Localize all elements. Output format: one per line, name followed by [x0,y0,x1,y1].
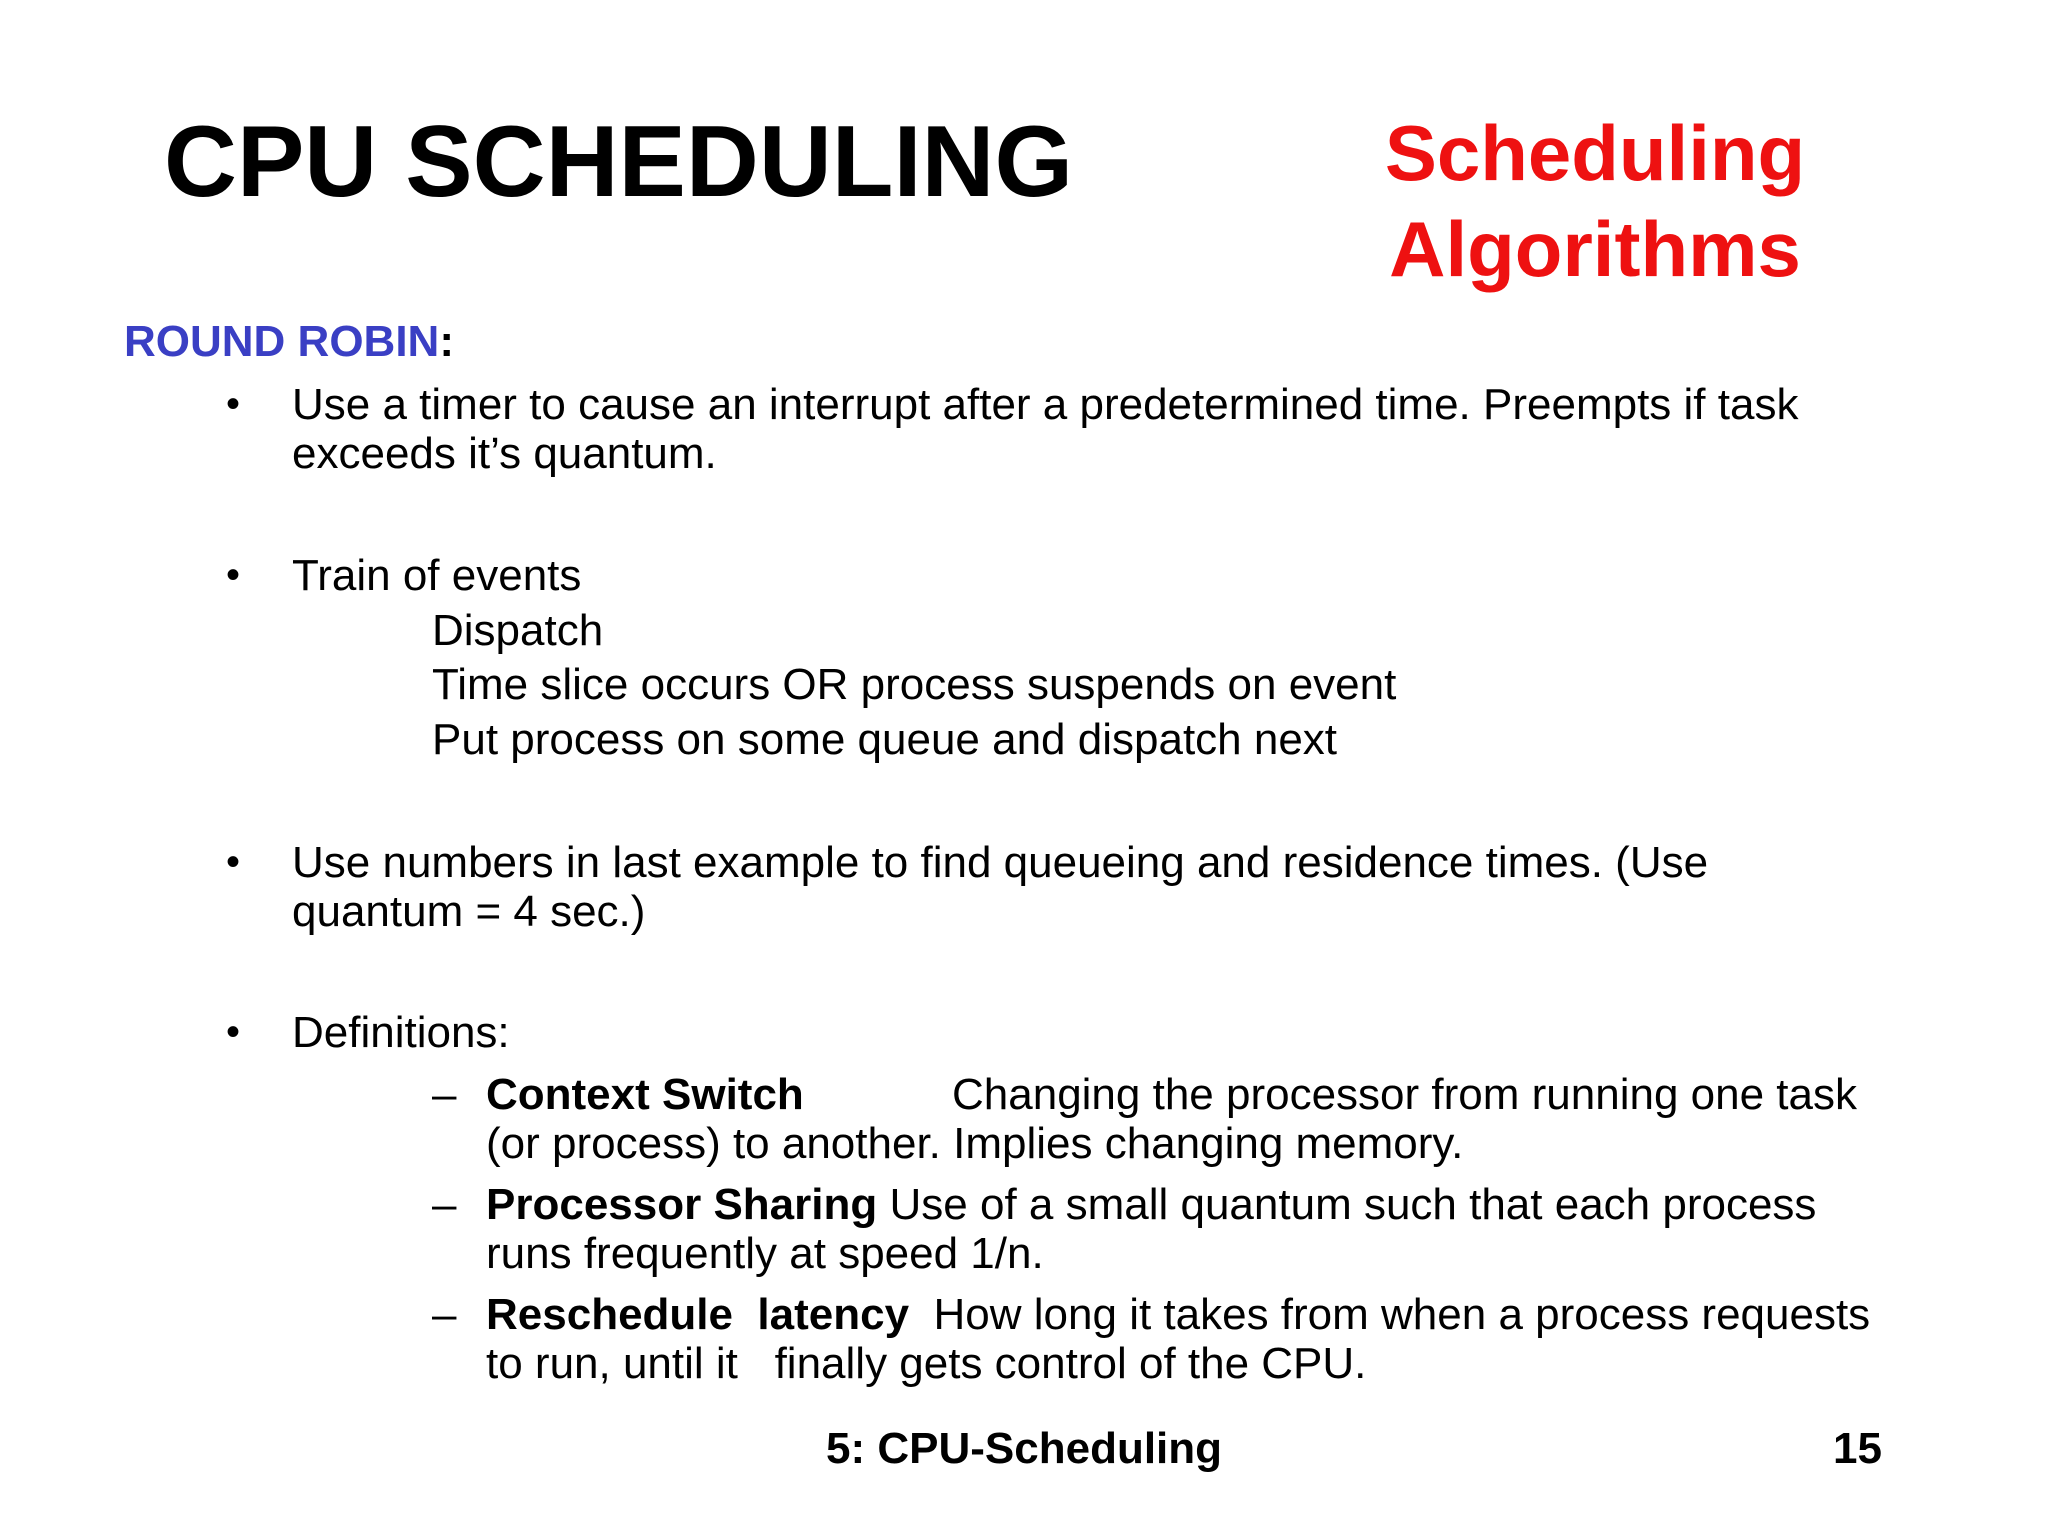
definition-2-term: Processor Sharing [486,1180,878,1229]
slide-title: CPU SCHEDULING [164,106,1074,218]
section-heading-colon: : [439,317,454,366]
definition-1-text-line-2: (or process) to another. Implies changing memory. [486,1119,1464,1168]
bullet-dot: • [226,382,241,426]
bullet-2-sub-item-2: Time slice occurs OR process suspends on event [432,660,1397,709]
slide-subtitle [1345,105,1845,297]
definition-dash: – [432,1180,457,1229]
definition-3-line-1 [486,1290,1870,1339]
bullet-3-line-1: Use numbers in last example to find queueing and residence times. (Use [292,838,1709,887]
bullet-1-line-2: exceeds it’s quantum. [292,429,717,478]
bullet-3-line-2: quantum = 4 sec.) [292,887,646,936]
definition-1-term-text: Context Switch [486,1070,804,1119]
footer-label: 5: CPU-Scheduling [826,1424,1223,1473]
section-heading [124,318,454,366]
bullet-2-line-1: Train of events [292,551,582,600]
section-heading-label: ROUND ROBIN [124,317,440,366]
definition-dash: – [432,1290,457,1339]
bullet-2-sub-item-1: Dispatch [432,606,604,655]
definition-3-text-line-2: to run, until it finally gets control of the CPU. [486,1339,1367,1388]
page-number: 15 [1833,1424,1882,1473]
bullet-2-sub-item-3: Put process on some queue and dispatch next [432,715,1338,764]
definition-dash: – [432,1070,457,1119]
definition-2-text-line-2: runs frequently at speed 1/n. [486,1229,1044,1278]
bullet-dot: • [226,1010,241,1054]
subtitle-line-1: Scheduling [1384,109,1806,197]
definition-3-text-line-1: How long it takes from when a process requests [933,1290,1871,1339]
definition-2-line-1 [486,1180,1816,1229]
subtitle-line-2: Algorithms [1389,205,1801,293]
bullet-4-line-1: Definitions: [292,1008,510,1057]
bullet-dot: • [226,553,241,597]
bullet-dot: • [226,840,241,884]
definition-3-term: Reschedule latency [486,1290,910,1339]
bullet-1-line-1: Use a timer to cause an interrupt after a predetermined time. Preempts if task [292,380,1799,429]
definition-1-text-line-1: Changing the processor from running one task [952,1070,1857,1119]
definition-1-term [486,1070,804,1119]
definition-2-text-line-1: Use of a small quantum such that each process [889,1180,1817,1229]
